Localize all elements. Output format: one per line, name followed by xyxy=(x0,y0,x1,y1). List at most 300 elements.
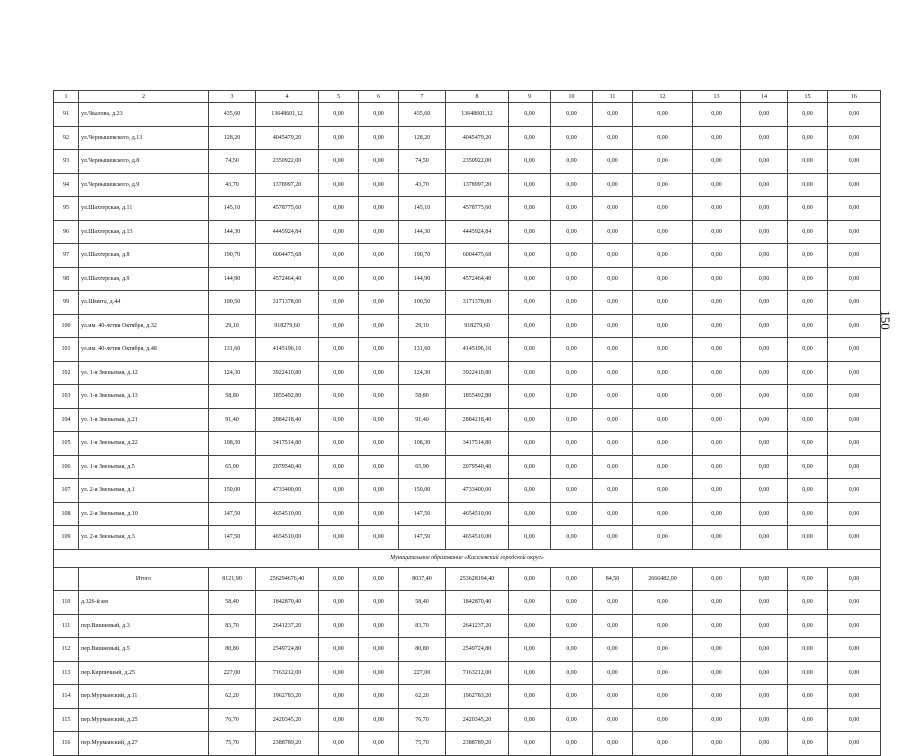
value-cell: 0,00 xyxy=(359,455,399,479)
value-cell: 0,00 xyxy=(319,197,359,221)
value-cell: 190,70 xyxy=(399,244,446,268)
value-cell: 4654510,00 xyxy=(446,526,509,550)
value-cell: 0,00 xyxy=(693,638,741,662)
value-cell: 1378997,20 xyxy=(256,173,319,197)
table-row xyxy=(54,291,881,315)
value-cell: 0,00 xyxy=(828,732,881,756)
value-cell: 0,00 xyxy=(633,103,693,127)
value-cell: 0,00 xyxy=(593,432,633,456)
value-cell: 2388789,20 xyxy=(446,732,509,756)
column-number-cell: 4 xyxy=(256,91,319,103)
table-row xyxy=(54,385,881,409)
value-cell: 0,00 xyxy=(319,502,359,526)
value-cell: 0,00 xyxy=(551,314,593,338)
value-cell: 144,90 xyxy=(399,267,446,291)
value-cell: 0,00 xyxy=(551,103,593,127)
value-cell: 6004475,68 xyxy=(256,244,319,268)
value-cell: 13648601,12 xyxy=(446,103,509,127)
value-cell: 0,00 xyxy=(741,479,788,503)
value-cell: 1855492,80 xyxy=(446,385,509,409)
value-cell: 58,80 xyxy=(209,385,256,409)
value-cell: 1842870,40 xyxy=(256,591,319,615)
address-cell: д.326-й км xyxy=(79,591,209,615)
column-number-cell: 3 xyxy=(209,91,256,103)
value-cell: 0,00 xyxy=(633,220,693,244)
value-cell: 0,00 xyxy=(551,502,593,526)
value-cell: 0,00 xyxy=(741,220,788,244)
value-cell: 0,00 xyxy=(551,150,593,174)
section-header-row xyxy=(54,549,881,567)
address-cell: пер.Кирпичный, д.25 xyxy=(79,661,209,685)
value-cell: 0,00 xyxy=(551,197,593,221)
column-number-cell: 6 xyxy=(359,91,399,103)
row-number-cell: 116 xyxy=(54,732,79,756)
value-cell: 0,00 xyxy=(828,614,881,638)
value-cell: 0,00 xyxy=(828,685,881,709)
value-cell: 0,00 xyxy=(551,567,593,591)
table-body xyxy=(54,91,881,756)
value-cell: 0,00 xyxy=(551,385,593,409)
value-cell: 0,00 xyxy=(319,126,359,150)
value-cell: 128,20 xyxy=(209,126,256,150)
address-cell: ул. 2-я Звеньевая, д.10 xyxy=(79,502,209,526)
value-cell: 3171378,00 xyxy=(256,291,319,315)
value-cell: 0,00 xyxy=(359,502,399,526)
value-cell: 0,00 xyxy=(359,685,399,709)
table-row xyxy=(54,103,881,127)
column-number-cell: 16 xyxy=(828,91,881,103)
address-cell: ул. 2-я Звеньевая, д.3 xyxy=(79,526,209,550)
value-cell: 3922410,80 xyxy=(256,361,319,385)
value-cell: 0,00 xyxy=(359,638,399,662)
row-number-cell: 98 xyxy=(54,267,79,291)
value-cell: 0,00 xyxy=(693,103,741,127)
address-cell: ул.Шахтерская, д.8 xyxy=(79,244,209,268)
value-cell: 7163212,00 xyxy=(446,661,509,685)
address-cell: ул. 1-я Звеньевая, д.21 xyxy=(79,408,209,432)
value-cell: 0,00 xyxy=(693,732,741,756)
address-cell: ул.Чернышевского, д.13 xyxy=(79,126,209,150)
value-cell: 76,70 xyxy=(399,708,446,732)
value-cell: 75,70 xyxy=(399,732,446,756)
row-number-cell: 99 xyxy=(54,291,79,315)
value-cell: 3922410,80 xyxy=(446,361,509,385)
value-cell: 0,00 xyxy=(633,685,693,709)
table-row xyxy=(54,432,881,456)
value-cell: 0,00 xyxy=(741,338,788,362)
table-row xyxy=(54,338,881,362)
value-cell: 147,50 xyxy=(399,526,446,550)
value-cell: 0,00 xyxy=(828,291,881,315)
value-cell: 0,00 xyxy=(693,479,741,503)
value-cell: 0,00 xyxy=(633,314,693,338)
section-title-cell: Муниципальное образование «Киселевский городской округ» xyxy=(54,549,881,567)
row-number-cell: 96 xyxy=(54,220,79,244)
value-cell: 0,00 xyxy=(693,567,741,591)
value-cell: 65,90 xyxy=(209,455,256,479)
value-cell: 0,00 xyxy=(828,708,881,732)
value-cell: 1855492,80 xyxy=(256,385,319,409)
value-cell: 0,00 xyxy=(593,385,633,409)
value-cell: 0,00 xyxy=(828,338,881,362)
value-cell: 0,00 xyxy=(741,291,788,315)
value-cell: 0,00 xyxy=(633,591,693,615)
value-cell: 0,00 xyxy=(828,502,881,526)
address-cell: пер.Вишневый, д.5 xyxy=(79,638,209,662)
value-cell: 0,00 xyxy=(551,244,593,268)
value-cell: 4145196,16 xyxy=(256,338,319,362)
row-number-cell: 108 xyxy=(54,502,79,526)
value-cell: 0,00 xyxy=(551,638,593,662)
value-cell: 0,00 xyxy=(788,526,828,550)
value-cell: 131,60 xyxy=(399,338,446,362)
value-cell: 0,00 xyxy=(319,479,359,503)
value-cell: 43,70 xyxy=(209,173,256,197)
value-cell: 2350922,00 xyxy=(446,150,509,174)
column-number-cell: 13 xyxy=(693,91,741,103)
row-number-cell: 105 xyxy=(54,432,79,456)
value-cell: 0,00 xyxy=(319,150,359,174)
row-number-cell: 110 xyxy=(54,591,79,615)
value-cell: 1962783,20 xyxy=(256,685,319,709)
value-cell: 0,00 xyxy=(359,220,399,244)
address-cell: пер.Мурманский, д.27 xyxy=(79,732,209,756)
value-cell: 0,00 xyxy=(633,291,693,315)
value-cell: 13648601,12 xyxy=(256,103,319,127)
value-cell: 0,00 xyxy=(551,455,593,479)
table-row xyxy=(54,614,881,638)
value-cell: 0,00 xyxy=(741,385,788,409)
value-cell: 4045479,20 xyxy=(446,126,509,150)
value-cell: 0,00 xyxy=(693,291,741,315)
address-cell: пер.Мурманский, д.11 xyxy=(79,685,209,709)
value-cell: 0,00 xyxy=(693,526,741,550)
value-cell: 0,00 xyxy=(788,244,828,268)
total-row xyxy=(54,567,881,591)
column-number-cell: 1 xyxy=(54,91,79,103)
value-cell: 0,00 xyxy=(509,150,551,174)
value-cell: 124,30 xyxy=(399,361,446,385)
value-cell: 0,00 xyxy=(551,291,593,315)
value-cell: 435,60 xyxy=(399,103,446,127)
value-cell: 83,70 xyxy=(399,614,446,638)
value-cell: 4733400,00 xyxy=(256,479,319,503)
value-cell: 0,00 xyxy=(593,291,633,315)
value-cell: 150,00 xyxy=(209,479,256,503)
value-cell: 2350922,00 xyxy=(256,150,319,174)
value-cell: 4145196,16 xyxy=(446,338,509,362)
address-cell: ул.им. 40-летия Октября, д.48 xyxy=(79,338,209,362)
value-cell: 0,00 xyxy=(319,385,359,409)
value-cell: 0,00 xyxy=(593,455,633,479)
value-cell: 435,60 xyxy=(209,103,256,127)
value-cell: 83,70 xyxy=(209,614,256,638)
value-cell: 0,00 xyxy=(509,661,551,685)
value-cell: 0,00 xyxy=(633,361,693,385)
value-cell: 0,00 xyxy=(509,526,551,550)
value-cell: 0,00 xyxy=(593,244,633,268)
value-cell: 0,00 xyxy=(633,432,693,456)
value-cell: 0,00 xyxy=(828,244,881,268)
value-cell: 0,00 xyxy=(693,455,741,479)
row-number-cell: 91 xyxy=(54,103,79,127)
value-cell: 144,90 xyxy=(209,267,256,291)
table-row xyxy=(54,361,881,385)
value-cell: 43,70 xyxy=(399,173,446,197)
value-cell: 108,30 xyxy=(399,432,446,456)
column-number-cell: 5 xyxy=(319,91,359,103)
value-cell: 0,00 xyxy=(359,338,399,362)
value-cell: 0,00 xyxy=(551,126,593,150)
value-cell: 0,00 xyxy=(359,708,399,732)
value-cell: 0,00 xyxy=(633,708,693,732)
column-number-cell: 8 xyxy=(446,91,509,103)
value-cell: 0,00 xyxy=(319,732,359,756)
value-cell: 58,40 xyxy=(399,591,446,615)
value-cell: 0,00 xyxy=(741,361,788,385)
value-cell: 0,00 xyxy=(551,614,593,638)
row-number-cell: 107 xyxy=(54,479,79,503)
value-cell: 0,00 xyxy=(788,591,828,615)
value-cell: 0,00 xyxy=(509,638,551,662)
value-cell: 0,00 xyxy=(633,267,693,291)
value-cell: 0,00 xyxy=(828,220,881,244)
row-number-cell: 112 xyxy=(54,638,79,662)
value-cell: 0,00 xyxy=(359,291,399,315)
value-cell: 0,00 xyxy=(828,661,881,685)
column-number-cell: 15 xyxy=(788,91,828,103)
value-cell: 0,00 xyxy=(788,432,828,456)
value-cell: 0,00 xyxy=(693,244,741,268)
value-cell: 0,00 xyxy=(593,126,633,150)
value-cell: 0,00 xyxy=(788,408,828,432)
value-cell: 29,10 xyxy=(209,314,256,338)
value-cell: 0,00 xyxy=(693,267,741,291)
value-cell: 0,00 xyxy=(593,408,633,432)
value-cell: 0,00 xyxy=(693,408,741,432)
value-cell: 0,00 xyxy=(359,408,399,432)
value-cell: 2079540,40 xyxy=(446,455,509,479)
value-cell: 0,00 xyxy=(359,661,399,685)
value-cell: 128,20 xyxy=(399,126,446,150)
address-cell: ул. 1-я Звеньевая, д.13 xyxy=(79,385,209,409)
value-cell: 2420345,20 xyxy=(256,708,319,732)
row-number-cell: 115 xyxy=(54,708,79,732)
value-cell: 0,00 xyxy=(788,220,828,244)
value-cell: 0,00 xyxy=(741,314,788,338)
value-cell: 0,00 xyxy=(633,661,693,685)
table-row xyxy=(54,126,881,150)
value-cell: 0,00 xyxy=(741,408,788,432)
value-cell: 3417514,80 xyxy=(446,432,509,456)
value-cell: 0,00 xyxy=(633,732,693,756)
value-cell: 0,00 xyxy=(788,479,828,503)
value-cell: 2884218,40 xyxy=(256,408,319,432)
value-cell: 0,00 xyxy=(593,267,633,291)
value-cell: 0,00 xyxy=(319,638,359,662)
value-cell: 0,00 xyxy=(593,338,633,362)
value-cell: 0,00 xyxy=(319,567,359,591)
value-cell: 0,00 xyxy=(319,408,359,432)
value-cell: 0,00 xyxy=(828,150,881,174)
value-cell: 8037,40 xyxy=(399,567,446,591)
value-cell: 0,00 xyxy=(509,591,551,615)
value-cell: 2641237,20 xyxy=(446,614,509,638)
value-cell: 227,00 xyxy=(399,661,446,685)
value-cell: 145,10 xyxy=(399,197,446,221)
value-cell: 0,00 xyxy=(741,455,788,479)
value-cell: 0,00 xyxy=(828,479,881,503)
value-cell: 0,00 xyxy=(693,361,741,385)
value-cell: 2884218,40 xyxy=(446,408,509,432)
value-cell: 256294676,40 xyxy=(256,567,319,591)
value-cell: 147,50 xyxy=(209,502,256,526)
value-cell: 0,00 xyxy=(633,385,693,409)
value-cell: 0,00 xyxy=(633,526,693,550)
row-number-cell: 113 xyxy=(54,661,79,685)
address-cell: ул.Чернышевского, д.8 xyxy=(79,150,209,174)
value-cell: 0,00 xyxy=(633,338,693,362)
address-cell: ул. 1-я Звеньевая, д.12 xyxy=(79,361,209,385)
value-cell: 2549724,80 xyxy=(446,638,509,662)
value-cell: 4733400,00 xyxy=(446,479,509,503)
value-cell: 0,00 xyxy=(593,526,633,550)
value-cell: 0,00 xyxy=(593,502,633,526)
value-cell: 0,00 xyxy=(741,591,788,615)
value-cell: 4578775,60 xyxy=(446,197,509,221)
value-cell: 0,00 xyxy=(509,338,551,362)
value-cell: 0,00 xyxy=(788,708,828,732)
value-cell: 29,10 xyxy=(399,314,446,338)
value-cell: 0,00 xyxy=(551,708,593,732)
value-cell: 0,00 xyxy=(319,338,359,362)
row-number-cell: 100 xyxy=(54,314,79,338)
value-cell: 0,00 xyxy=(509,732,551,756)
value-cell: 0,00 xyxy=(509,361,551,385)
value-cell: 0,00 xyxy=(741,567,788,591)
table-row xyxy=(54,661,881,685)
value-cell: 0,00 xyxy=(741,685,788,709)
table-row xyxy=(54,197,881,221)
value-cell: 1842870,40 xyxy=(446,591,509,615)
table-row xyxy=(54,479,881,503)
value-cell: 0,00 xyxy=(741,732,788,756)
value-cell: 4445924,84 xyxy=(446,220,509,244)
column-number-cell: 2 xyxy=(79,91,209,103)
table-row xyxy=(54,708,881,732)
row-number-cell: 111 xyxy=(54,614,79,638)
value-cell: 0,00 xyxy=(509,291,551,315)
value-cell: 0,00 xyxy=(828,197,881,221)
value-cell: 0,00 xyxy=(593,103,633,127)
value-cell: 84,50 xyxy=(593,567,633,591)
value-cell: 0,00 xyxy=(633,502,693,526)
value-cell: 4654510,00 xyxy=(256,526,319,550)
value-cell: 65,90 xyxy=(399,455,446,479)
value-cell: 0,00 xyxy=(551,661,593,685)
value-cell: 0,00 xyxy=(359,267,399,291)
value-cell: 0,00 xyxy=(551,732,593,756)
value-cell: 0,00 xyxy=(741,614,788,638)
value-cell: 0,00 xyxy=(741,244,788,268)
value-cell: 0,00 xyxy=(693,173,741,197)
total-label-cell: Итого xyxy=(79,567,209,591)
value-cell: 0,00 xyxy=(788,385,828,409)
value-cell: 0,00 xyxy=(551,220,593,244)
value-cell: 0,00 xyxy=(359,244,399,268)
value-cell: 0,00 xyxy=(828,314,881,338)
value-cell: 0,00 xyxy=(593,638,633,662)
value-cell: 0,00 xyxy=(593,708,633,732)
value-cell: 0,00 xyxy=(319,103,359,127)
table-row xyxy=(54,455,881,479)
row-number-cell: 93 xyxy=(54,150,79,174)
value-cell: 0,00 xyxy=(693,614,741,638)
column-number-cell: 11 xyxy=(593,91,633,103)
value-cell: 0,00 xyxy=(359,173,399,197)
value-cell: 0,00 xyxy=(593,220,633,244)
value-cell: 0,00 xyxy=(788,103,828,127)
value-cell: 4578775,60 xyxy=(256,197,319,221)
column-number-cell: 14 xyxy=(741,91,788,103)
value-cell: 0,00 xyxy=(319,267,359,291)
value-cell: 0,00 xyxy=(319,173,359,197)
value-cell: 0,00 xyxy=(828,361,881,385)
column-number-cell: 10 xyxy=(551,91,593,103)
value-cell: 0,00 xyxy=(509,103,551,127)
value-cell: 0,00 xyxy=(788,173,828,197)
value-cell: 100,50 xyxy=(399,291,446,315)
address-cell: ул.Шахтерская, д.11 xyxy=(79,197,209,221)
value-cell: 0,00 xyxy=(828,526,881,550)
value-cell: 0,00 xyxy=(593,173,633,197)
row-number-cell: 97 xyxy=(54,244,79,268)
address-cell: пер.Вишневый, д.3 xyxy=(79,614,209,638)
value-cell: 0,00 xyxy=(633,455,693,479)
value-cell: 0,00 xyxy=(741,661,788,685)
value-cell: 0,00 xyxy=(359,432,399,456)
value-cell: 0,00 xyxy=(828,267,881,291)
value-cell: 1378997,20 xyxy=(446,173,509,197)
value-cell: 0,00 xyxy=(828,455,881,479)
value-cell: 0,00 xyxy=(788,267,828,291)
value-cell: 0,00 xyxy=(359,361,399,385)
value-cell: 131,60 xyxy=(209,338,256,362)
value-cell: 0,00 xyxy=(828,432,881,456)
value-cell: 0,00 xyxy=(788,638,828,662)
value-cell: 0,00 xyxy=(509,267,551,291)
value-cell: 0,00 xyxy=(509,314,551,338)
value-cell: 2388789,20 xyxy=(256,732,319,756)
value-cell: 0,00 xyxy=(741,267,788,291)
value-cell: 0,00 xyxy=(741,502,788,526)
address-cell: ул.Шмита, д.44 xyxy=(79,291,209,315)
value-cell: 6004475,68 xyxy=(446,244,509,268)
value-cell: 0,00 xyxy=(633,244,693,268)
value-cell: 0,00 xyxy=(693,432,741,456)
value-cell: 0,00 xyxy=(551,479,593,503)
value-cell: 4572464,40 xyxy=(446,267,509,291)
table-row xyxy=(54,638,881,662)
value-cell: 0,00 xyxy=(551,408,593,432)
value-cell: 91,40 xyxy=(209,408,256,432)
value-cell: 58,80 xyxy=(399,385,446,409)
value-cell: 0,00 xyxy=(359,479,399,503)
value-cell: 0,00 xyxy=(633,408,693,432)
value-cell: 0,00 xyxy=(509,567,551,591)
value-cell: 0,00 xyxy=(693,708,741,732)
value-cell: 0,00 xyxy=(509,502,551,526)
